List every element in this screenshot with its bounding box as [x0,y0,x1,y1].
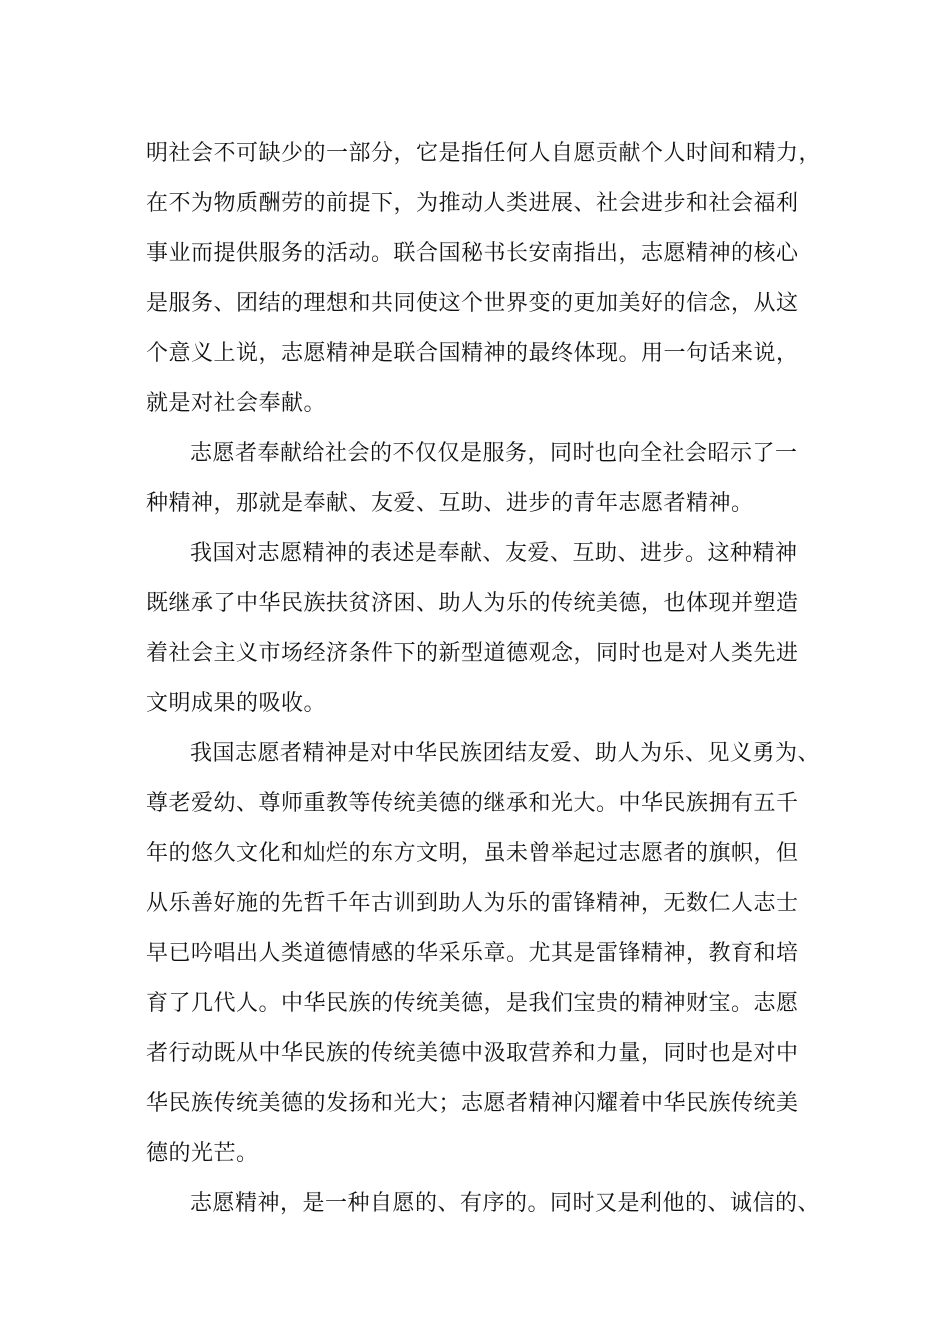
text-line: 志愿精神，是一种自愿的、有序的。同时又是利他的、诚信的、 [190,1191,821,1216]
text-line: 志愿者奉献给社会的不仅仅是服务，同时也向全社会昭示了一 [190,441,798,466]
text-line: 者行动既从中华民族的传统美德中汲取营养和力量，同时也是对中 [146,1041,799,1066]
text-line: 我国对志愿精神的表述是奉献、友爱、互助、进步。这种精神 [190,541,798,566]
text-line: 年的悠久文化和灿烂的东方文明，虽未曾举起过志愿者的旗帜，但 [146,841,799,866]
text-line: 华民族传统美德的发扬和光大；志愿者精神闪耀着中华民族传统美 [146,1091,799,1116]
text-line: 就是对社会奉献。 [146,391,327,416]
text-line: 既继承了中华民族扶贫济困、助人为乐的传统美德，也体现并塑造 [146,591,799,616]
text-line: 早已吟唱出人类道德情感的华采乐章。尤其是雷锋精神，教育和培 [146,941,799,966]
text-line: 文明成果的吸收。 [146,691,327,716]
text-line: 从乐善好施的先哲千年古训到助人为乐的雷锋精神，无数仁人志士 [146,891,799,916]
text-line: 是服务、团结的理想和共同使这个世界变的更加美好的信念，从这 [146,291,799,316]
text-line: 事业而提供服务的活动。联合国秘书长安南指出，志愿精神的核心 [146,241,799,266]
text-line: 明社会不可缺少的一部分，它是指任何人自愿贡献个人时间和精力， [146,141,822,166]
text-line: 个意义上说，志愿精神是联合国精神的最终体现。用一句话来说， [146,341,799,366]
text-line: 着社会主义市场经济条件下的新型道德观念，同时也是对人类先进 [146,641,799,666]
text-line: 在不为物质酬劳的前提下，为推动人类进展、社会进步和社会福利 [146,191,799,216]
text-line: 我国志愿者精神是对中华民族团结友爱、助人为乐、见义勇为、 [190,741,821,766]
text-line: 尊老爱幼、尊师重教等传统美德的继承和光大。中华民族拥有五千 [146,791,799,816]
text-line: 德的光芒。 [146,1141,259,1166]
text-line: 种精神，那就是奉献、友爱、互助、进步的青年志愿者精神。 [146,491,754,516]
text-line: 育了几代人。中华民族的传统美德，是我们宝贵的精神财宝。志愿 [146,991,799,1016]
